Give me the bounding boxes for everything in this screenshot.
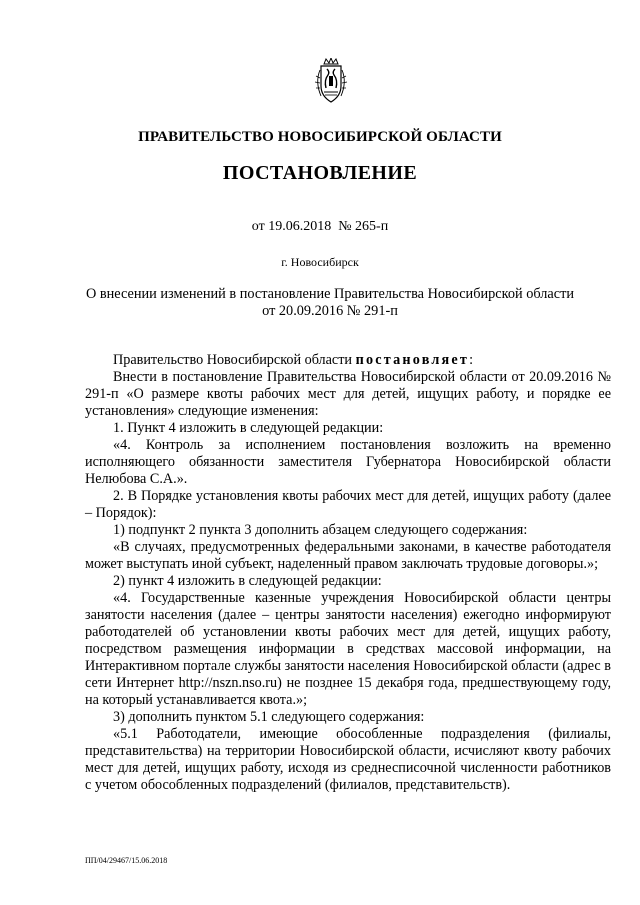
document-date-number: от 19.06.2018 № 265-п xyxy=(251,219,389,234)
paragraph-6: «В случаях, предусмотренных федеральными законами, в качестве работодателя может выступать иной субъект, наделенный правом заключать трудовые договоры.»; xyxy=(85,539,611,572)
subject-line-1: О внесении изменений в постановление Правительства Новосибирской области xyxy=(85,286,575,302)
paragraph-3: «4. Контроль за исполнением постановления возложить на временно исполняющего обязанности заместителя Губернатора Новосибирской области Нелюбова С.А.». xyxy=(85,437,611,487)
document-body xyxy=(85,352,611,794)
paragraph-1: Внести в постановление Правительства Новосибирской области от 20.09.2016 № 291-п «О размере квоты рабочих мест для детей, ищущих работу, и порядке ее установления» следующие изменения: xyxy=(85,369,611,419)
paragraph-4: 2. В Порядке установления квоты рабочих мест для детей, ищущих работу (далее – Порядок): xyxy=(85,488,611,521)
subject-line-2: от 20.09.2016 № 291-п xyxy=(262,303,398,319)
government-title: ПРАВИТЕЛЬСТВО НОВОСИБИРСКОЙ ОБЛАСТИ xyxy=(138,129,502,145)
paragraph-10: «5.1 Работодатели, имеющие обособленные подразделения (филиалы, представительства) на территории Новосибирской области, исчисляют квоту рабочих мест для детей, ищущих работу, исходя из среднесписочной численности работников с учетом обособленных подразделений (филиалов, представительств). xyxy=(85,726,611,793)
decree-keyword: постановляет xyxy=(355,352,470,368)
paragraph-9: 3) дополнить пунктом 5.1 следующего содержания: xyxy=(113,709,425,725)
paragraph-7: 2) пункт 4 изложить в следующей редакции: xyxy=(113,573,382,589)
footer-code: ПП/04/29467/15.06.2018 xyxy=(85,856,168,865)
document-city: г. Новосибирск xyxy=(281,255,359,269)
paragraph-2: 1. Пункт 4 изложить в следующей редакции: xyxy=(113,420,384,436)
paragraph-8: «4. Государственные казенные учреждения Новосибирской области центры занятости населения (далее – центры занятости населения) ежегодно информируют работодателей об установлении квоты рабочих мест для детей, ищущих работу, посредством размещения информации в средствах массовой информации, на Интерактивном портале службы занятости населения Новосибирской области (адрес в сети Интернет http://nszn.nso.ru) не позднее 15 декабря года, предшествующему году, на который устанавливается квота.»; xyxy=(85,590,611,708)
intro-paragraph: Правительство Новосибирской области постановляет: xyxy=(113,352,474,368)
document-subject xyxy=(40,286,620,320)
document-type: ПОСТАНОВЛЕНИЕ xyxy=(222,162,418,184)
coat-of-arms-icon xyxy=(312,58,350,104)
paragraph-5: 1) подпункт 2 пункта 3 дополнить абзацем следующего содержания: xyxy=(113,522,528,538)
